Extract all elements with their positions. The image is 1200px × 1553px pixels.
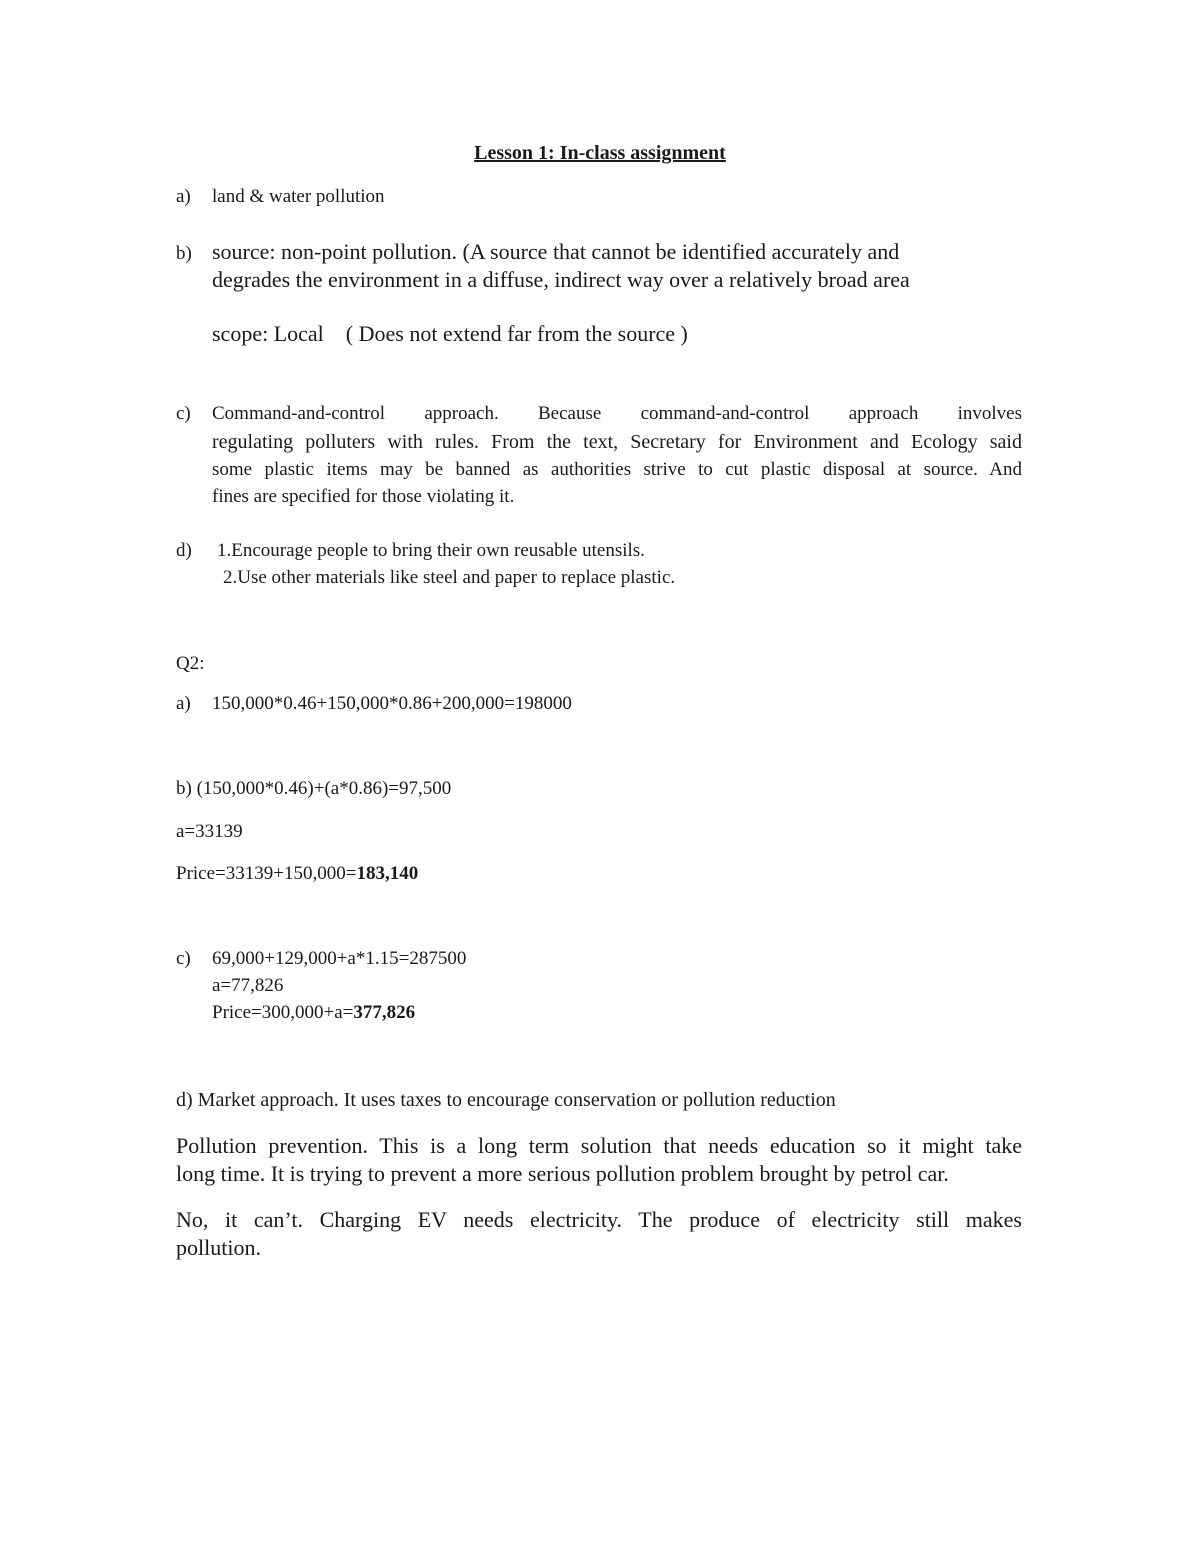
price-text: Price=300,000+a=	[212, 1002, 354, 1023]
q1-item-c-line2: regulating polluters with rules. From the text, Secretary for Environment and Ecology said	[212, 431, 1022, 453]
q1-item-b-line2: degrades the environment in a diffuse, indirect way over a relatively broad area	[212, 267, 910, 292]
q1-item-d-line2: 2.Use other materials like steel and paper to replace plastic.	[223, 567, 676, 588]
price-value: 183,140	[356, 863, 419, 884]
q2-item-b-line3	[176, 860, 418, 888]
item-label: a)	[176, 693, 191, 714]
item-text: land & water pollution	[212, 186, 385, 207]
q1-item-c-line4: fines are specified for those violating it.	[212, 486, 515, 507]
item-label: a)	[176, 186, 191, 207]
q1-item-b-line1	[176, 238, 899, 268]
item-label: c)	[176, 403, 191, 424]
q2-item-a	[176, 690, 572, 718]
q1-item-c-line1: Command-and-control approach. Because command-and-control approach involves	[212, 403, 1022, 424]
item-text: 150,000*0.46+150,000*0.86+200,000=198000	[212, 693, 572, 714]
q1-item-c-label	[176, 400, 212, 428]
price-value: 377,826	[353, 1002, 416, 1023]
q2-paragraph-2-line1: No, it can’t. Charging EV needs electricity. The produce of electricity still makes	[176, 1207, 1022, 1232]
q1-item-c-line3: some plastic items may be banned as authorities strive to cut plastic disposal at source. And	[212, 459, 1022, 480]
item-text: source: non-point pollution. (A source that cannot be identified accurately and	[212, 239, 900, 264]
item-label: b)	[176, 243, 192, 264]
q2-item-d-line1: d) Market approach. It uses taxes to encourage conservation or pollution reduction	[176, 1089, 836, 1111]
q1-item-a	[176, 183, 385, 211]
q2-paragraph-1-line1: Pollution prevention. This is a long term solution that needs education so it might take	[176, 1133, 1022, 1158]
q2-item-b-line2: a=33139	[176, 821, 243, 842]
q1-item-d-label	[176, 537, 212, 565]
q2-paragraph-1-line2: long time. It is trying to prevent a more serious pollution problem brought by petrol car.	[176, 1161, 949, 1186]
q1-item-d-line1: 1.Encourage people to bring their own reusable utensils.	[217, 540, 645, 561]
page-title: Lesson 1: In-class assignment	[474, 142, 726, 164]
q2-paragraph-2-line2: pollution.	[176, 1235, 261, 1260]
item-text: 69,000+129,000+a*1.15=287500	[212, 948, 467, 969]
price-text: Price=33139+150,000=	[176, 863, 357, 884]
q2-item-b-line1: b) (150,000*0.46)+(a*0.86)=97,500	[176, 778, 452, 799]
q2-item-c-line1	[176, 945, 466, 973]
q1-item-b-scope: scope: Local ( Does not extend far from the source )	[212, 321, 688, 346]
q2-heading: Q2:	[176, 653, 205, 674]
item-label: d)	[176, 540, 192, 561]
q2-item-c-line3	[212, 999, 415, 1027]
item-label: c)	[176, 948, 191, 969]
q2-item-c-line2: a=77,826	[212, 975, 284, 996]
